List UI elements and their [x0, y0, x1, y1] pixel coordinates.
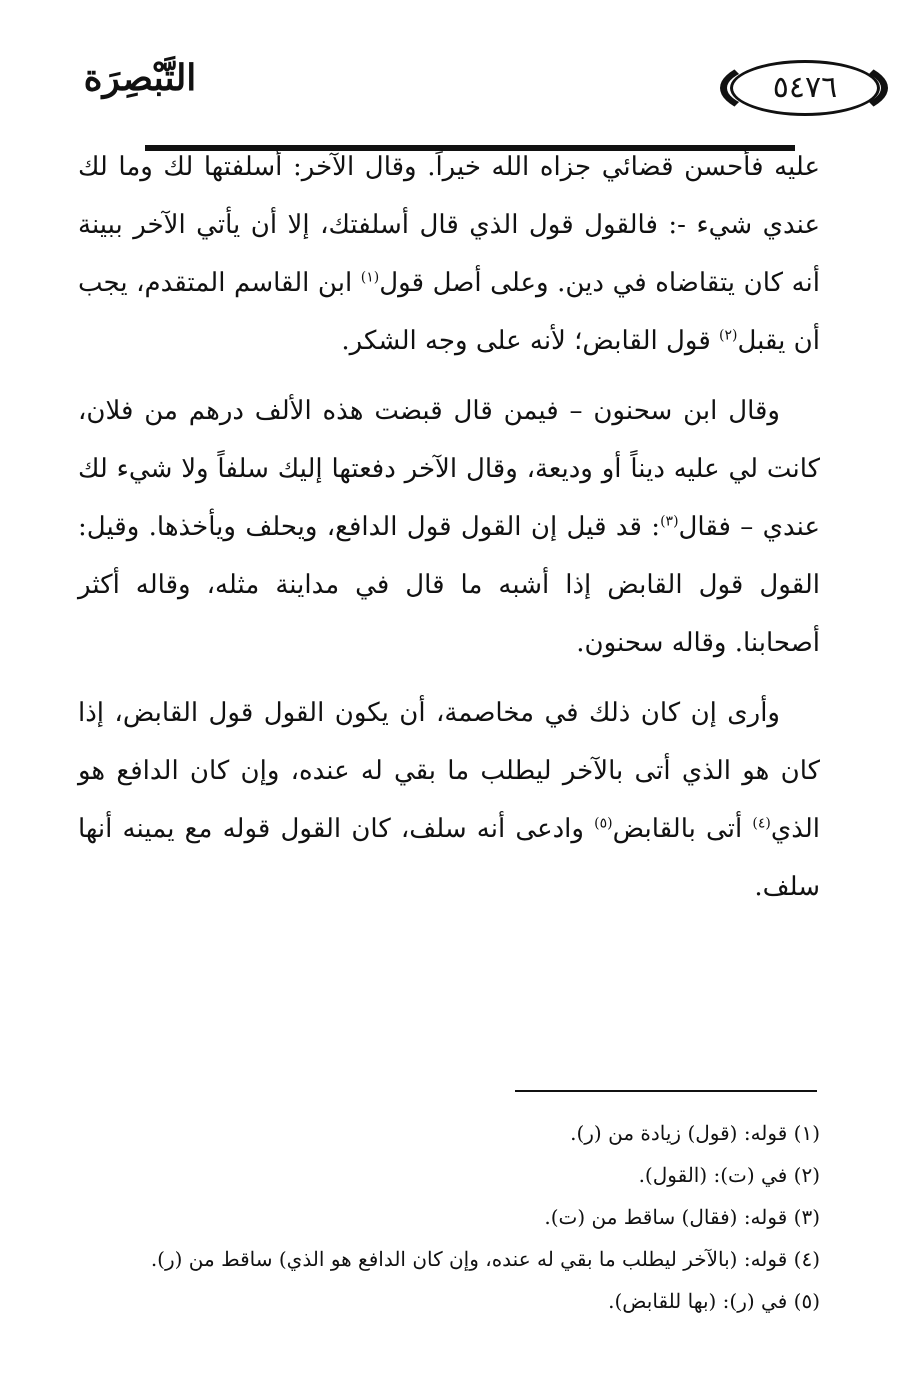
footnote-1: (١) قوله: (قول) زيادة من (ر). [570, 1121, 820, 1145]
book-title: التَّبْصِرَة [83, 57, 197, 99]
text-run: ابن القاسم المتقدم، يجب أن يقبل [78, 268, 820, 356]
text-run: عليه فأحسن قضائي جزاه الله خيراً. وقال الآخر: أسلفتها لك وما لك عندي شيء -: فالقول قول الذي قال أسلفتك، إلا أن يأتي الآخر ببينة أنه كان يتقاضاه في دين. وعلى أصل قول [78, 152, 821, 298]
text-run: وقال ابن سحنون – فيمن قال قبضت هذه الألف درهم من فلان، كانت لي عليه ديناً أو وديعة، وقال الآخر دفعتها إليك سلفاً ولا شيء لك عندي – فقال [78, 396, 820, 542]
footnote-ref-1: (١) [360, 269, 380, 286]
footnote-ref-4: (٤) [752, 815, 771, 832]
footnote-5: (٥) في (ر): (بها للقابض). [608, 1289, 820, 1313]
page-header [70, 40, 838, 120]
paragraph-1 [78, 138, 820, 370]
text-run: أتى بالقابض [612, 814, 753, 844]
footnote-4: (٤) قوله: (بالآخر ليطلب ما بقي له عنده، وإن كان الدافع هو الذي) ساقط من (ر). [150, 1247, 820, 1271]
text-run: وأرى إن كان ذلك في مخاصمة، أن يكون القول قول القابض، إذا كان هو الذي أتى بالآخر ليطلب ما بقي له عنده، وإن كان الدافع هو الذي [78, 698, 820, 844]
paragraph-2 [78, 382, 820, 672]
text-run: وادعى أنه سلف، كان القول قوله مع يمينه أنها سلف. [78, 814, 820, 902]
page-number: ٥٤٧٦ [772, 70, 838, 105]
body-text [78, 138, 820, 928]
paragraph-3 [78, 684, 820, 916]
footnote-separator [515, 1090, 817, 1092]
footnotes [120, 1112, 820, 1322]
footnote-3: (٣) قوله: (فقال) ساقط من (ت). [544, 1205, 820, 1229]
text-run: قول القابض؛ لأنه على وجه الشكر. [341, 326, 720, 356]
footnote-ref-2: (٢) [719, 327, 738, 344]
text-run: : قد قيل إن القول قول الدافع، ويحلف ويأخذها. وقيل: القول قول القابض إذا أشبه ما قال في مداينة مثله، وقاله أكثر أصحابنا. وقاله سحنون. [78, 512, 820, 658]
footnote-2: (٢) في (ت): (القول). [638, 1163, 820, 1187]
footnote-ref-5: (٥) [594, 815, 613, 832]
footnote-ref-3: (٣) [660, 513, 679, 530]
